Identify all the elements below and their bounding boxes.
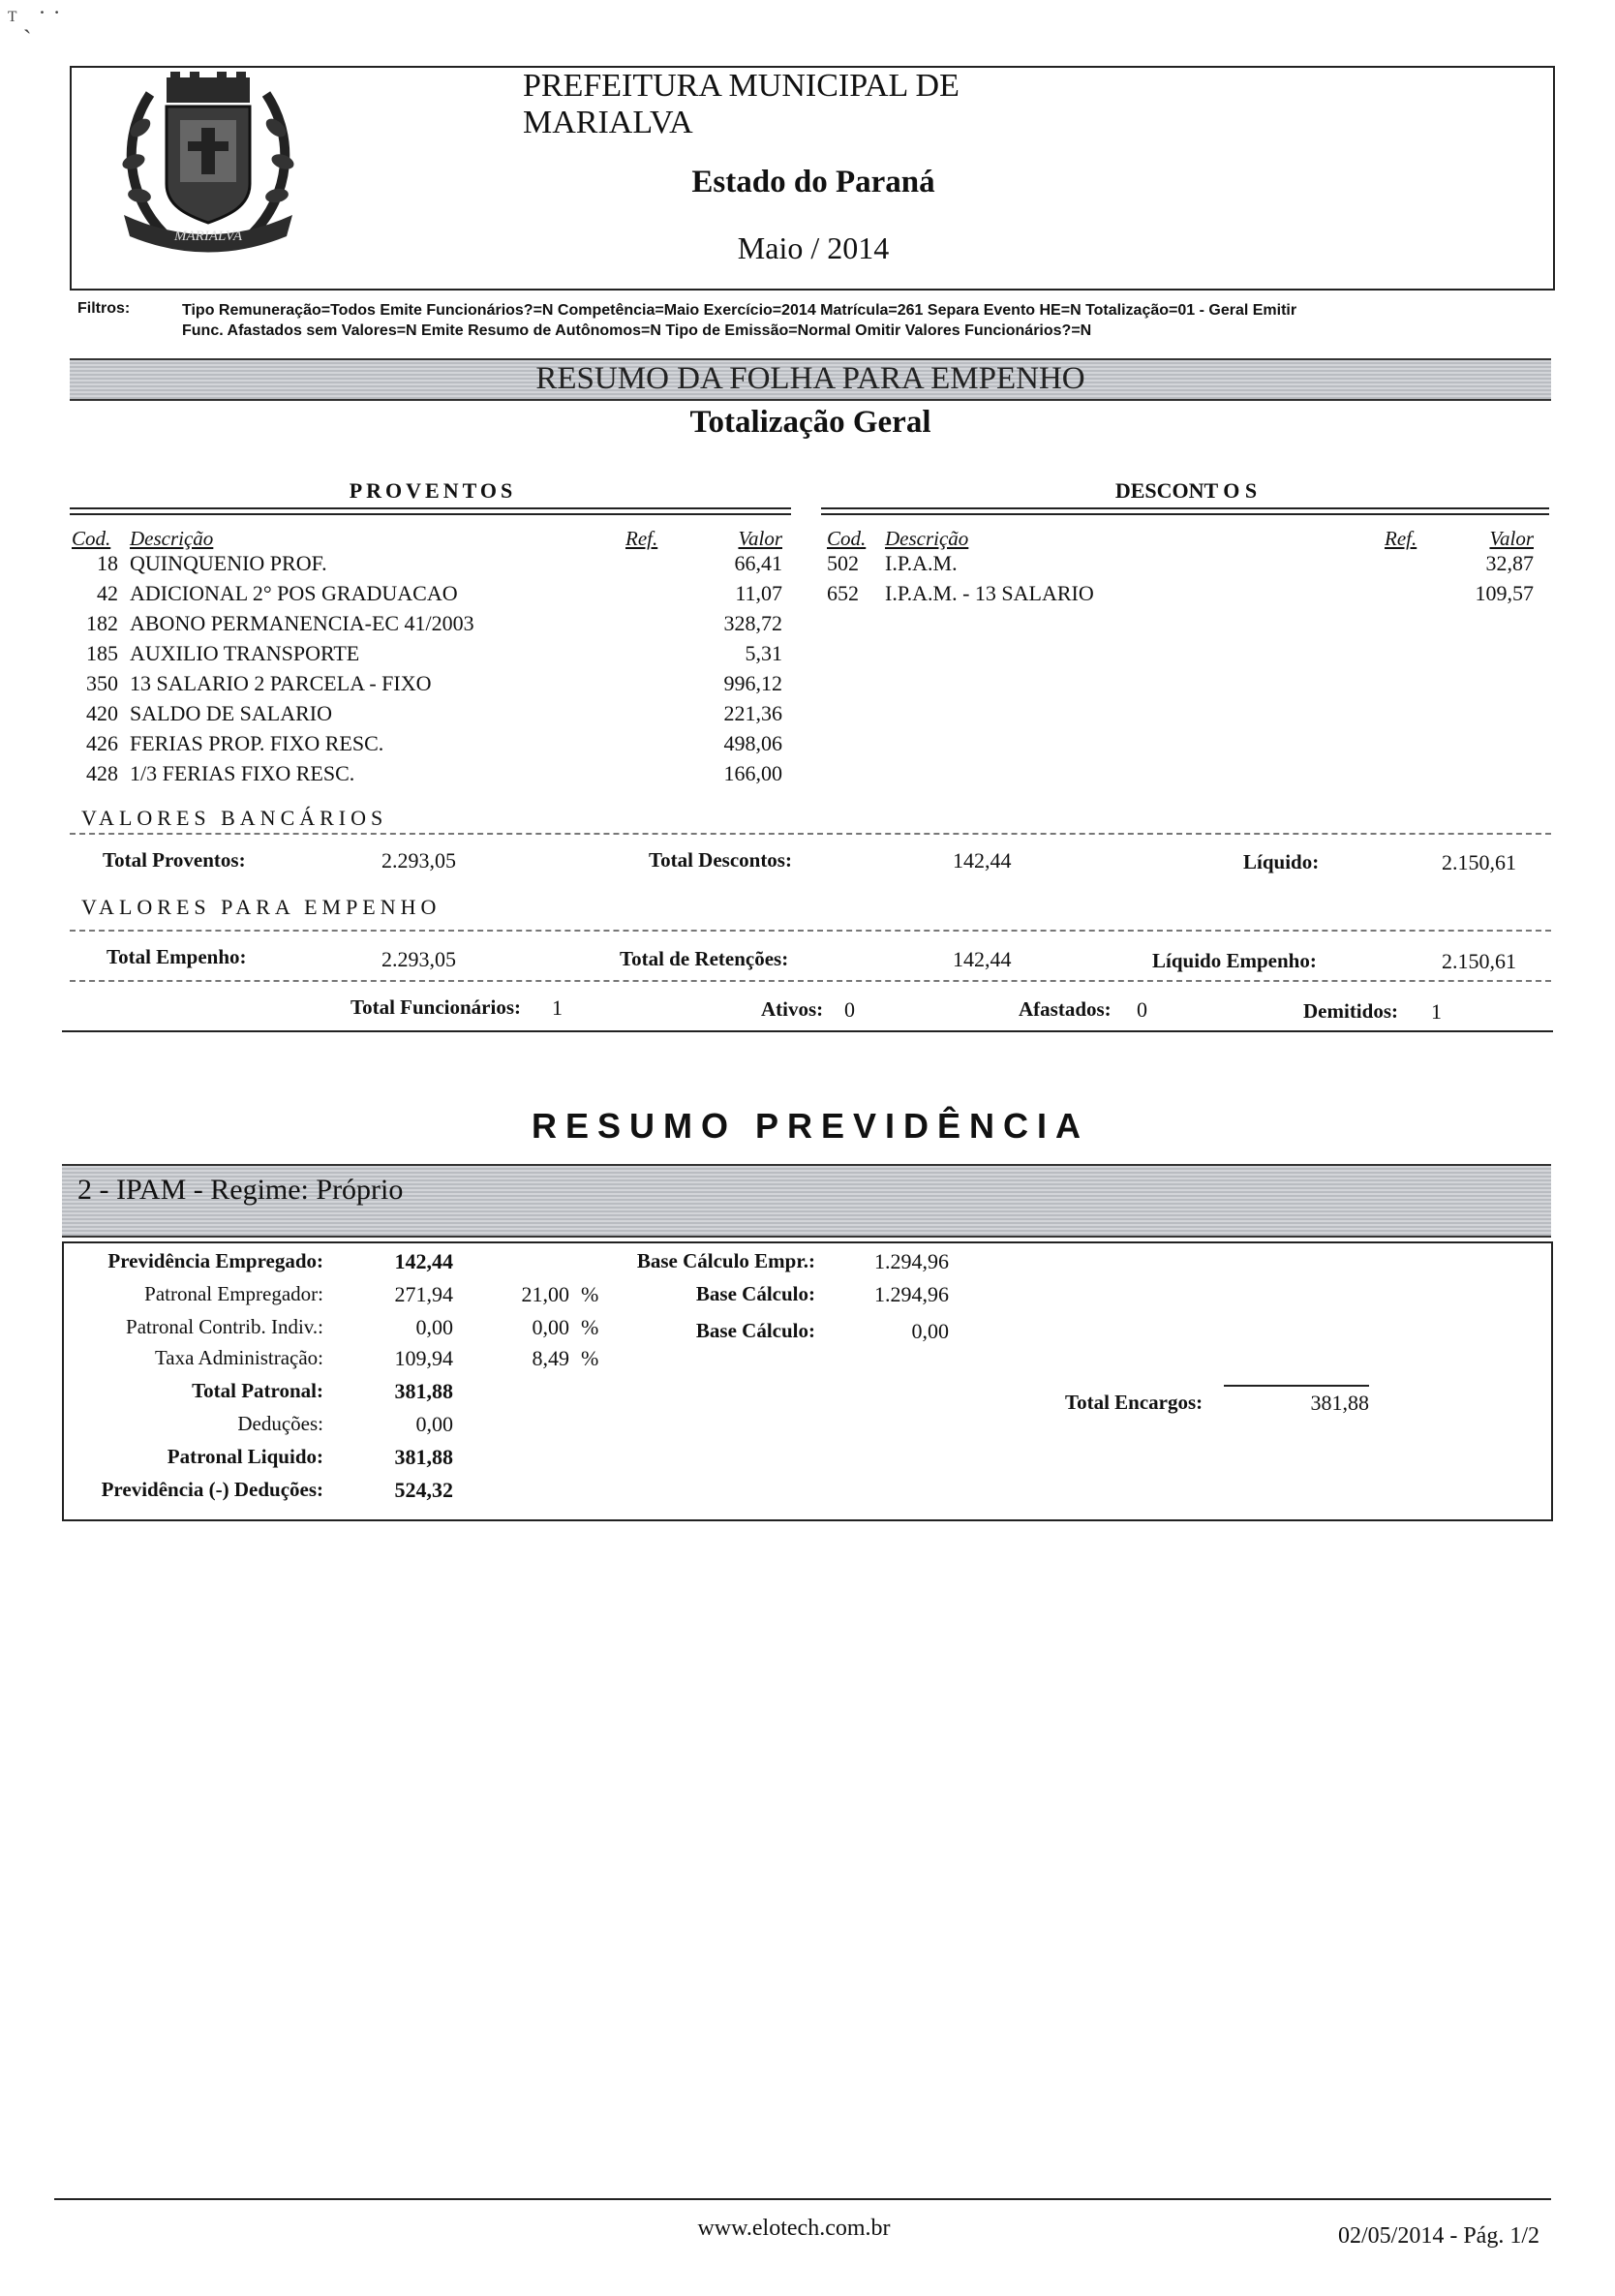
table-row (68, 548, 794, 578)
total-retencoes-label: Total de Retenções: (620, 947, 789, 970)
percent-sign: % (581, 1282, 599, 1306)
liquido-value: 2.150,61 (1442, 850, 1516, 874)
total-descontos-value: 142,44 (953, 848, 1012, 872)
liquido-label: Líquido: (1243, 850, 1320, 873)
table-row (68, 608, 794, 638)
row-valor: 498,06 (723, 731, 782, 755)
row-valor: 66,41 (734, 551, 782, 575)
base-calculo-1-value: 1.294,96 (874, 1282, 949, 1306)
summary-title: RESUMO DA FOLHA PARA EMPENHO (535, 361, 1085, 396)
divider (62, 1030, 1553, 1032)
descontos-table (823, 548, 1549, 608)
descontos-heading: DESCONT O S (1114, 478, 1258, 503)
proventos-heading: PROVENTOS (349, 478, 517, 503)
liquido-empenho-label: Líquido Empenho: (1152, 949, 1317, 972)
prev-deducoes-value: 524,32 (394, 1478, 453, 1502)
page-title: PREFEITURA MUNICIPAL DE MARIALVA (523, 68, 960, 140)
deducoes-value: 0,00 (415, 1412, 453, 1436)
table-row (68, 698, 794, 728)
proventos-col-ref: Ref. (625, 527, 658, 550)
row-desc: ABONO PERMANENCIA-EC 41/2003 (130, 611, 474, 635)
patronal-empregador-pct: 21,00 (521, 1282, 569, 1306)
total-encargos-value: 381,88 (1310, 1391, 1369, 1415)
scan-mark: ᵀ ˎ ˙ ˙ (8, 6, 61, 34)
row-valor: 996,12 (723, 671, 782, 695)
total-patronal-label: Total Patronal: (192, 1379, 323, 1402)
footer-page-info: 02/05/2014 - Pág. 1/2 (1338, 2223, 1539, 2249)
row-cod: 18 (97, 551, 118, 575)
previdencia-title: RESUMO PREVIDÊNCIA (531, 1106, 1090, 1146)
row-cod: 652 (827, 581, 859, 605)
total-encargos-label: Total Encargos: (1065, 1391, 1204, 1414)
demitidos-label: Demitidos: (1303, 999, 1398, 1023)
ativos-label: Ativos: (761, 997, 824, 1021)
taxa-admin-label: Taxa Administração: (154, 1346, 323, 1369)
total-proventos-value: 2.293,05 (381, 848, 456, 872)
table-row (68, 758, 794, 788)
table-row (68, 638, 794, 668)
taxa-admin-value: 109,94 (394, 1346, 453, 1370)
prev-empregado-value: 142,44 (394, 1249, 453, 1273)
table-row (68, 728, 794, 758)
total-funcionarios-value: 1 (552, 995, 563, 1020)
row-desc: AUXILIO TRANSPORTE (130, 641, 360, 665)
base-calculo-2-label: Base Cálculo: (695, 1319, 815, 1342)
divider-dashed (70, 980, 1551, 982)
descontos-col-desc: Descrição (885, 527, 969, 550)
row-cod: 420 (86, 701, 118, 725)
row-valor: 11,07 (735, 581, 782, 605)
afastados-label: Afastados: (1019, 997, 1112, 1021)
crest-logo (107, 70, 310, 261)
total-empenho-value: 2.293,05 (381, 947, 456, 971)
row-cod: 185 (86, 641, 118, 665)
total-patronal-value: 381,88 (394, 1379, 453, 1403)
state-name: Estado do Paraná (691, 165, 935, 199)
summary-subtitle: Totalização Geral (689, 405, 931, 440)
period: Maio / 2014 (737, 230, 890, 265)
regime-title: 2 - IPAM - Regime: Próprio (77, 1174, 404, 1206)
patronal-indiv-pct: 0,00 (532, 1315, 569, 1339)
base-calculo-1-label: Base Cálculo: (695, 1282, 815, 1305)
row-valor: 328,72 (723, 611, 782, 635)
patronal-liquido-value: 381,88 (394, 1445, 453, 1469)
row-cod: 428 (86, 761, 118, 785)
liquido-empenho-value: 2.150,61 (1442, 949, 1516, 973)
row-cod: 42 (97, 581, 118, 605)
descontos-divider (821, 507, 1549, 515)
row-desc: I.P.A.M. - 13 SALARIO (885, 581, 1094, 605)
base-empr-label: Base Cálculo Empr.: (636, 1249, 815, 1272)
row-valor: 221,36 (723, 701, 782, 725)
demitidos-value: 1 (1431, 999, 1442, 1024)
patronal-empregador-value: 271,94 (394, 1282, 453, 1306)
patronal-liquido-label: Patronal Liquido: (167, 1445, 323, 1468)
total-retencoes-value: 142,44 (953, 947, 1012, 971)
total-descontos-label: Total Descontos: (649, 848, 792, 872)
descontos-col-ref: Ref. (1385, 527, 1417, 550)
base-calculo-2-value: 0,00 (911, 1319, 949, 1343)
table-row (68, 668, 794, 698)
proventos-col-desc: Descrição (130, 527, 214, 550)
descontos-col-cod: Cod. (827, 527, 867, 550)
total-proventos-label: Total Proventos: (103, 848, 246, 872)
row-desc: QUINQUENIO PROF. (130, 551, 327, 575)
row-cod: 182 (86, 611, 118, 635)
row-cod: 350 (86, 671, 118, 695)
percent-sign: % (581, 1346, 599, 1370)
patronal-indiv-value: 0,00 (415, 1315, 453, 1339)
afastados-value: 0 (1137, 997, 1147, 1022)
descontos-col-valor: Valor (1489, 527, 1534, 550)
table-row (823, 548, 1549, 578)
bancarios-heading: VALORES BANCÁRIOS (81, 806, 388, 830)
row-cod: 426 (86, 731, 118, 755)
table-row (68, 578, 794, 608)
filters-line-1: Tipo Remuneração=Todos Emite Funcionários?=N Competência=Maio Exercício=2014 Matrícula=261 Separa Evento HE=N Totalização=01 - Geral Emitir (182, 302, 1297, 319)
taxa-admin-pct: 8,49 (532, 1346, 569, 1370)
filters-label: Filtros: (77, 300, 131, 317)
proventos-col-valor: Valor (738, 527, 782, 550)
base-empr-value: 1.294,96 (874, 1249, 949, 1273)
divider-dashed (70, 833, 1551, 835)
footer-site: www.elotech.com.br (697, 2216, 891, 2241)
footer-divider (54, 2198, 1551, 2200)
row-desc: 13 SALARIO 2 PARCELA - FIXO (130, 671, 432, 695)
row-valor: 166,00 (723, 761, 782, 785)
patronal-empregador-label: Patronal Empregador: (144, 1282, 323, 1305)
row-cod: 502 (827, 551, 859, 575)
encargos-rule (1224, 1385, 1369, 1387)
total-empenho-label: Total Empenho: (107, 945, 247, 968)
row-desc: I.P.A.M. (885, 551, 958, 575)
filters-line-2: Func. Afastados sem Valores=N Emite Resumo de Autônomos=N Tipo de Emissão=Normal Omitir Valores Funcionários?=N (182, 322, 1092, 339)
row-desc: ADICIONAL 2° POS GRADUACAO (130, 581, 458, 605)
total-funcionarios-label: Total Funcionários: (350, 995, 521, 1019)
row-desc: FERIAS PROP. FIXO RESC. (130, 731, 384, 755)
row-valor: 109,57 (1475, 581, 1534, 605)
table-row (823, 578, 1549, 608)
deducoes-label: Deduções: (237, 1412, 323, 1435)
row-desc: SALDO DE SALARIO (130, 701, 332, 725)
row-valor: 32,87 (1485, 551, 1534, 575)
ativos-value: 0 (844, 997, 855, 1022)
crest-ribbon-text: MARIALVA (174, 229, 242, 244)
proventos-divider (70, 507, 791, 515)
proventos-col-cod: Cod. (72, 527, 111, 550)
patronal-indiv-label: Patronal Contrib. Indiv.: (126, 1315, 323, 1338)
row-valor: 5,31 (745, 641, 782, 665)
proventos-table (68, 548, 794, 788)
empenho-heading: VALORES PARA EMPENHO (81, 895, 442, 919)
divider-dashed (70, 930, 1551, 932)
filters-text (182, 300, 1547, 341)
row-desc: 1/3 FERIAS FIXO RESC. (130, 761, 355, 785)
prev-deducoes-label: Previdência (-) Deduções: (101, 1478, 323, 1501)
prev-empregado-label: Previdência Empregado: (107, 1249, 323, 1272)
percent-sign: % (581, 1315, 599, 1339)
